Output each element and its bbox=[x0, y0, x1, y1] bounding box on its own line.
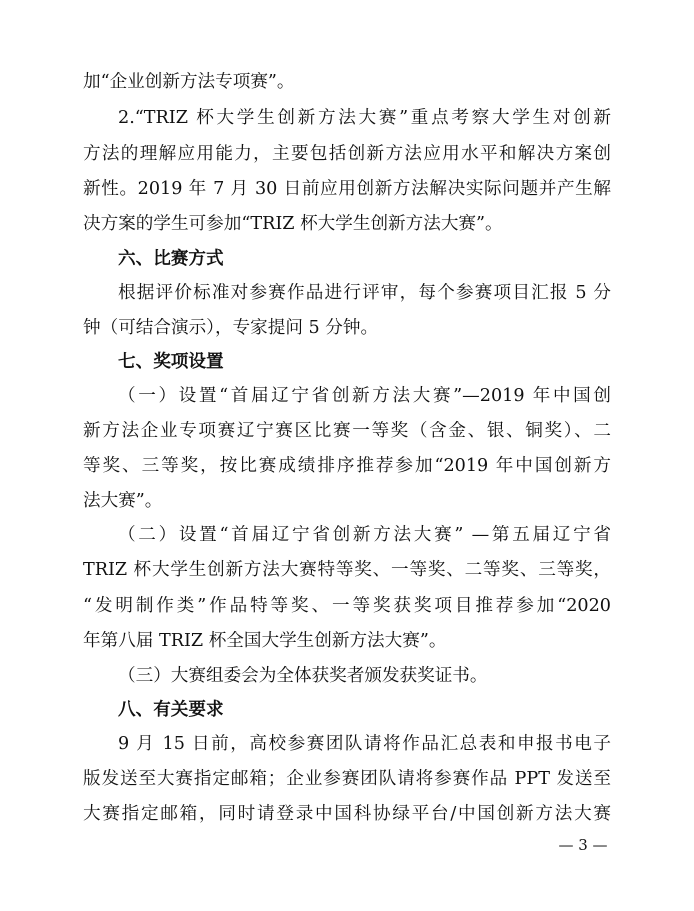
paragraph-line: 法大赛”。 bbox=[83, 491, 163, 511]
section-heading-awards: 七、奖项设置 bbox=[118, 352, 224, 372]
paragraph-line: 根据评价标准对参赛作品进行评审，每个参赛项目汇报 5 分 bbox=[118, 283, 611, 303]
paragraph-line: 等奖、三等奖，按比赛成绩排序推荐参加“2019 年中国创新方 bbox=[83, 456, 611, 476]
paragraph-line: 新性。2019 年 7 月 30 日前应用创新方法解决实际问题并产生解 bbox=[83, 179, 611, 199]
paragraph-line: 2.“TRIZ 杯大学生创新方法大赛”重点考察大学生对创新 bbox=[118, 108, 611, 128]
paragraph-line: 9 月 15 日前，高校参赛团队请将作品汇总表和申报书电子 bbox=[118, 734, 611, 754]
section-heading-requirements: 八、有关要求 bbox=[118, 700, 224, 720]
paragraph-line: “发明制作类”作品特等奖、一等奖获奖项目推荐参加“2020 bbox=[83, 596, 611, 616]
paragraph-line: 年第八届 TRIZ 杯全国大学生创新方法大赛”。 bbox=[83, 631, 447, 651]
paragraph-line: 大赛指定邮箱，同时请登录中国科协绿平台/中国创新方法大赛 bbox=[83, 804, 611, 824]
paragraph-line: 加“企业创新方法专项赛”。 bbox=[83, 72, 295, 92]
paragraph-line: 版发送至大赛指定邮箱；企业参赛团队请将参赛作品 PPT 发送至 bbox=[83, 769, 611, 789]
paragraph-line: 决方案的学生可参加“TRIZ 杯大学生创新方法大赛”。 bbox=[83, 214, 503, 234]
paragraph-line: （三）大赛组委会为全体获奖者颁发获奖证书。 bbox=[118, 666, 488, 686]
paragraph-line: 钟（可结合演示），专家提问 5 分钟。 bbox=[83, 318, 379, 338]
paragraph-line: TRIZ 杯大学生创新方法大赛特等奖、一等奖、二等奖、三等奖， bbox=[83, 560, 611, 580]
section-heading-competition-format: 六、比赛方式 bbox=[118, 249, 224, 269]
paragraph-line: （一）设置“首届辽宁省创新方法大赛”—2019 年中国创 bbox=[118, 386, 611, 406]
page-number: — 3 — bbox=[558, 836, 608, 854]
paragraph-line: （二）设置“首届辽宁省创新方法大赛” —第五届辽宁省 bbox=[118, 525, 611, 545]
paragraph-line: 方法的理解应用能力，主要包括创新方法应用水平和解决方案创 bbox=[83, 144, 611, 164]
paragraph-line: 新方法企业专项赛辽宁赛区比赛一等奖（含金、银、铜奖）、二 bbox=[83, 421, 611, 441]
